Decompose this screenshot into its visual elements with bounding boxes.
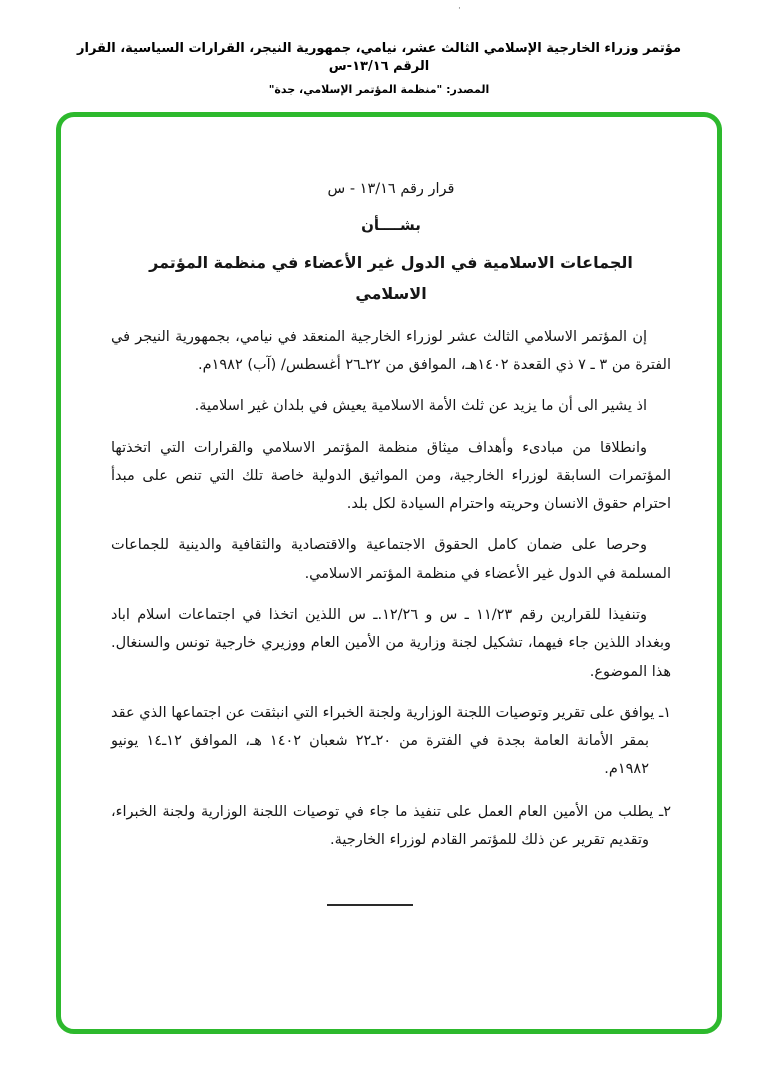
page-artifact-mark: · (458, 4, 461, 14)
item-2-text: يطلب من الأمين العام العمل على تنفيذ ما جاء في توصيات اللجنة الوزارية ولجنة الخبراء، وتقديم تقرير عن ذلك للمؤتمر القادم لوزراء الخارجية. (111, 803, 659, 848)
numbered-item-2 (111, 798, 671, 855)
paragraph-principles: وانطلاقا من مبادىء وأهداف ميثاق منظمة المؤتمر الاسلامي والقرارات التي اتخذتها المؤتمرات السابقة لوزراء الخارجية، ومن المواثيق الدولية خاصة تلك التي تنص على مبدأ احترام حقوق الانسان وحريته واحترام السيادة لكل بلد. (111, 439, 671, 513)
document-title: الجماعات الاسلامية في الدول غير الأعضاء في منظمة المؤتمر الاسلامي (149, 252, 633, 303)
header-citation: مؤتمر وزراء الخارجية الإسلامي الثالث عشر، نيامي، جمهورية النيجر، القرارات السياسية، القرار الرقم ١٣/١٦-س (77, 41, 681, 75)
item-1-text: يوافق على تقرير وتوصيات اللجنة الوزارية ولجنة الخبراء التي انبثقت عن اجتماعها الذي عقد بمقر الأمانة العامة بجدة في الفترة من ٢٠ـ٢٢ شعبان ١٤٠٢ هـ، الموافق ١٢ـ١٤ يونيو ١٩٨٢م. (111, 704, 659, 778)
numbered-item-1 (111, 699, 671, 784)
resolution-number: قرار رقم ١٣/١٦ - س (327, 181, 455, 197)
document-body (61, 117, 717, 906)
regarding-label: بشــــأن (361, 216, 421, 235)
signature-line (327, 904, 413, 906)
item-2-number: ٢ـ (658, 803, 671, 820)
paragraph-noting: اذ يشير الى أن ما يزيد عن ثلث الأمة الاسلامية يعيش في بلدان غير اسلامية. (194, 398, 647, 415)
document-header (0, 40, 758, 96)
green-border-frame (56, 112, 722, 1034)
item-1-number: ١ـ (658, 704, 671, 721)
paragraph-preamble: إن المؤتمر الاسلامي الثالث عشر لوزراء الخارجية المنعقد في نيامي، بجمهورية النيجر في الفترة من ٣ ـ ٧ ذي القعدة ١٤٠٢هـ، الموافق من ٢٢ـ٢٦ أغسطس/ (آب) ١٩٨٢م. (111, 328, 671, 374)
paragraph-implementation: وتنفيذا للقرارين رقم ١١/٢٣ ـ س و ١٢/٢٦.ـ س اللذين اتخذا في اجتماعات اسلام اباد وبغداد اللذين جاء فيهما، تشكيل لجنة وزارية من الأمين العام ووزيري خارجية تونس والسنغال. هذا الموضوع. (111, 607, 671, 680)
paragraph-rights: وحرصا على ضمان كامل الحقوق الاجتماعية والاقتصادية والثقافية والدينية للجماعات المسلمة في الدول غير الأعضاء في منظمة المؤتمر الاسلامي. (111, 537, 671, 582)
header-source: المصدر: "منظمة المؤتمر الإسلامي، جدة" (268, 83, 490, 97)
